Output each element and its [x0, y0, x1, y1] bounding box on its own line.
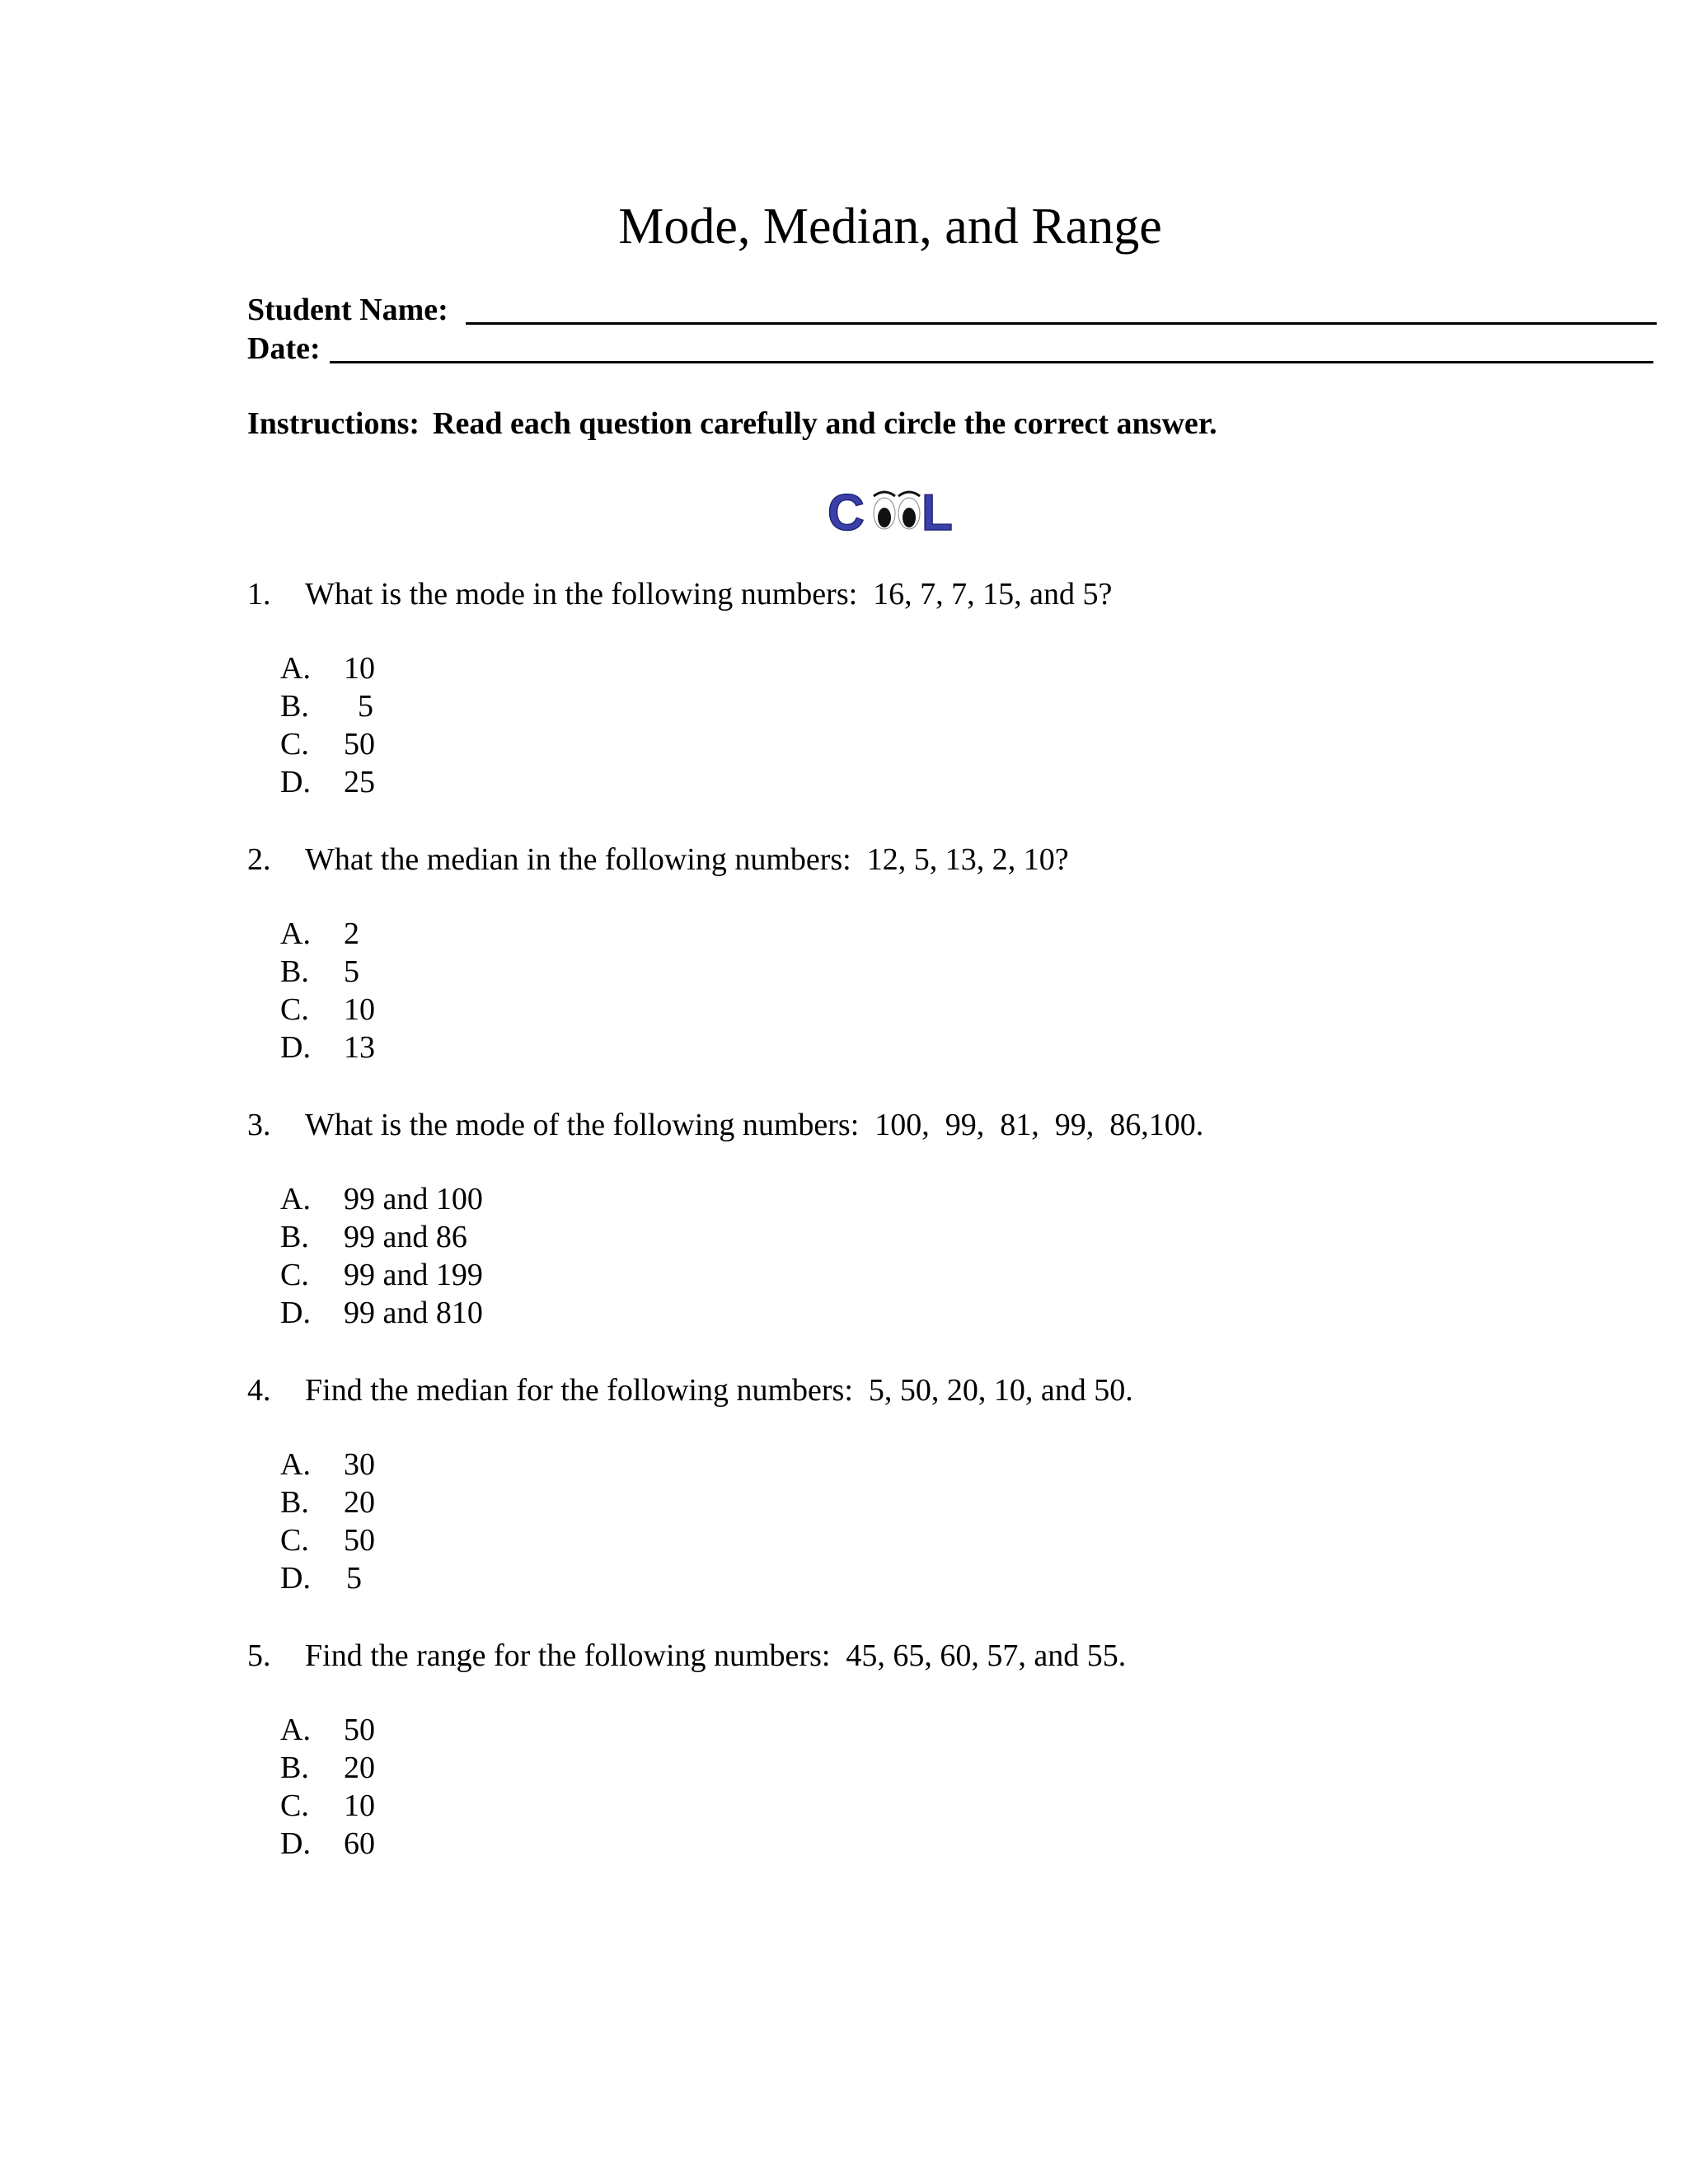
option-value: 20 — [344, 1750, 375, 1785]
option-letter: D. — [280, 1296, 311, 1330]
option-letter: A. — [280, 1713, 311, 1747]
question-text: What is the mode of the following numbers: 100, 99, 81, 99, 86,100. — [305, 1108, 1204, 1142]
date-label: Date: — [247, 331, 321, 366]
option-letter: B. — [280, 954, 309, 989]
option-letter: D. — [280, 1561, 311, 1596]
instructions — [247, 404, 1217, 443]
option-letter: B. — [280, 1750, 309, 1785]
option-value: 50 — [344, 1713, 375, 1747]
instructions-label: Instructions: — [247, 406, 420, 441]
option-value: 5 — [344, 954, 359, 989]
option-letter: C. — [280, 1258, 309, 1292]
date-field — [247, 330, 321, 368]
option-letter: A. — [280, 1182, 311, 1216]
option-letter: B. — [280, 689, 309, 724]
option-value: 5 — [346, 1561, 362, 1596]
question-text: Find the median for the following numbers: 5, 50, 20, 10, and 50. — [305, 1373, 1133, 1408]
option-value: 10 — [344, 651, 375, 686]
question-text: What is the mode in the following numbers: 16, 7, 7, 15, and 5? — [305, 577, 1113, 612]
svg-text:L: L — [921, 485, 953, 541]
option-value: 50 — [344, 1523, 375, 1558]
option-value: 99 and 810 — [344, 1296, 483, 1330]
question-number: 1. — [247, 577, 271, 612]
option-letter: C. — [280, 1523, 309, 1558]
option-letter: C. — [280, 1788, 309, 1823]
option-value: 30 — [344, 1447, 375, 1482]
option-value: 25 — [344, 765, 375, 799]
option-value: 99 and 199 — [344, 1258, 483, 1292]
option-value: 99 and 100 — [344, 1182, 483, 1216]
cool-eyes-logo-icon — [824, 478, 956, 544]
option-value: 50 — [344, 727, 375, 762]
question-number: 2. — [247, 842, 271, 877]
option-value: 99 and 86 — [344, 1220, 467, 1254]
option-letter: A. — [280, 1447, 311, 1482]
svg-text:C: C — [828, 485, 865, 541]
question-number: 3. — [247, 1108, 271, 1142]
student-name-field — [247, 291, 448, 329]
question-number: 5. — [247, 1638, 271, 1673]
student-name-label: Student Name: — [247, 293, 448, 327]
question-text: What the median in the following numbers: 12, 5, 13, 2, 10? — [305, 842, 1069, 877]
option-letter: C. — [280, 727, 309, 762]
option-letter: B. — [280, 1220, 309, 1254]
option-value: 10 — [344, 1788, 375, 1823]
option-value: 2 — [344, 916, 359, 951]
question-text: Find the range for the following numbers: 45, 65, 60, 57, and 55. — [305, 1638, 1127, 1673]
option-value: 13 — [344, 1030, 375, 1065]
option-value: 10 — [344, 992, 375, 1027]
option-value: 5 — [358, 689, 373, 724]
option-letter: C. — [280, 992, 309, 1027]
option-letter: A. — [280, 651, 311, 686]
option-letter: D. — [280, 1030, 311, 1065]
instructions-text: Read each question carefully and circle the correct answer. — [433, 406, 1217, 441]
option-value: 20 — [344, 1485, 375, 1520]
option-letter: D. — [280, 765, 311, 799]
option-value: 60 — [344, 1826, 375, 1861]
option-letter: B. — [280, 1485, 309, 1520]
student-name-blank[interactable] — [466, 322, 1657, 325]
question-number: 4. — [247, 1373, 271, 1408]
date-blank[interactable] — [330, 361, 1653, 363]
option-letter: A. — [280, 916, 311, 951]
page-title: Mode, Median, and Range — [618, 199, 1162, 255]
option-letter: D. — [280, 1826, 311, 1861]
